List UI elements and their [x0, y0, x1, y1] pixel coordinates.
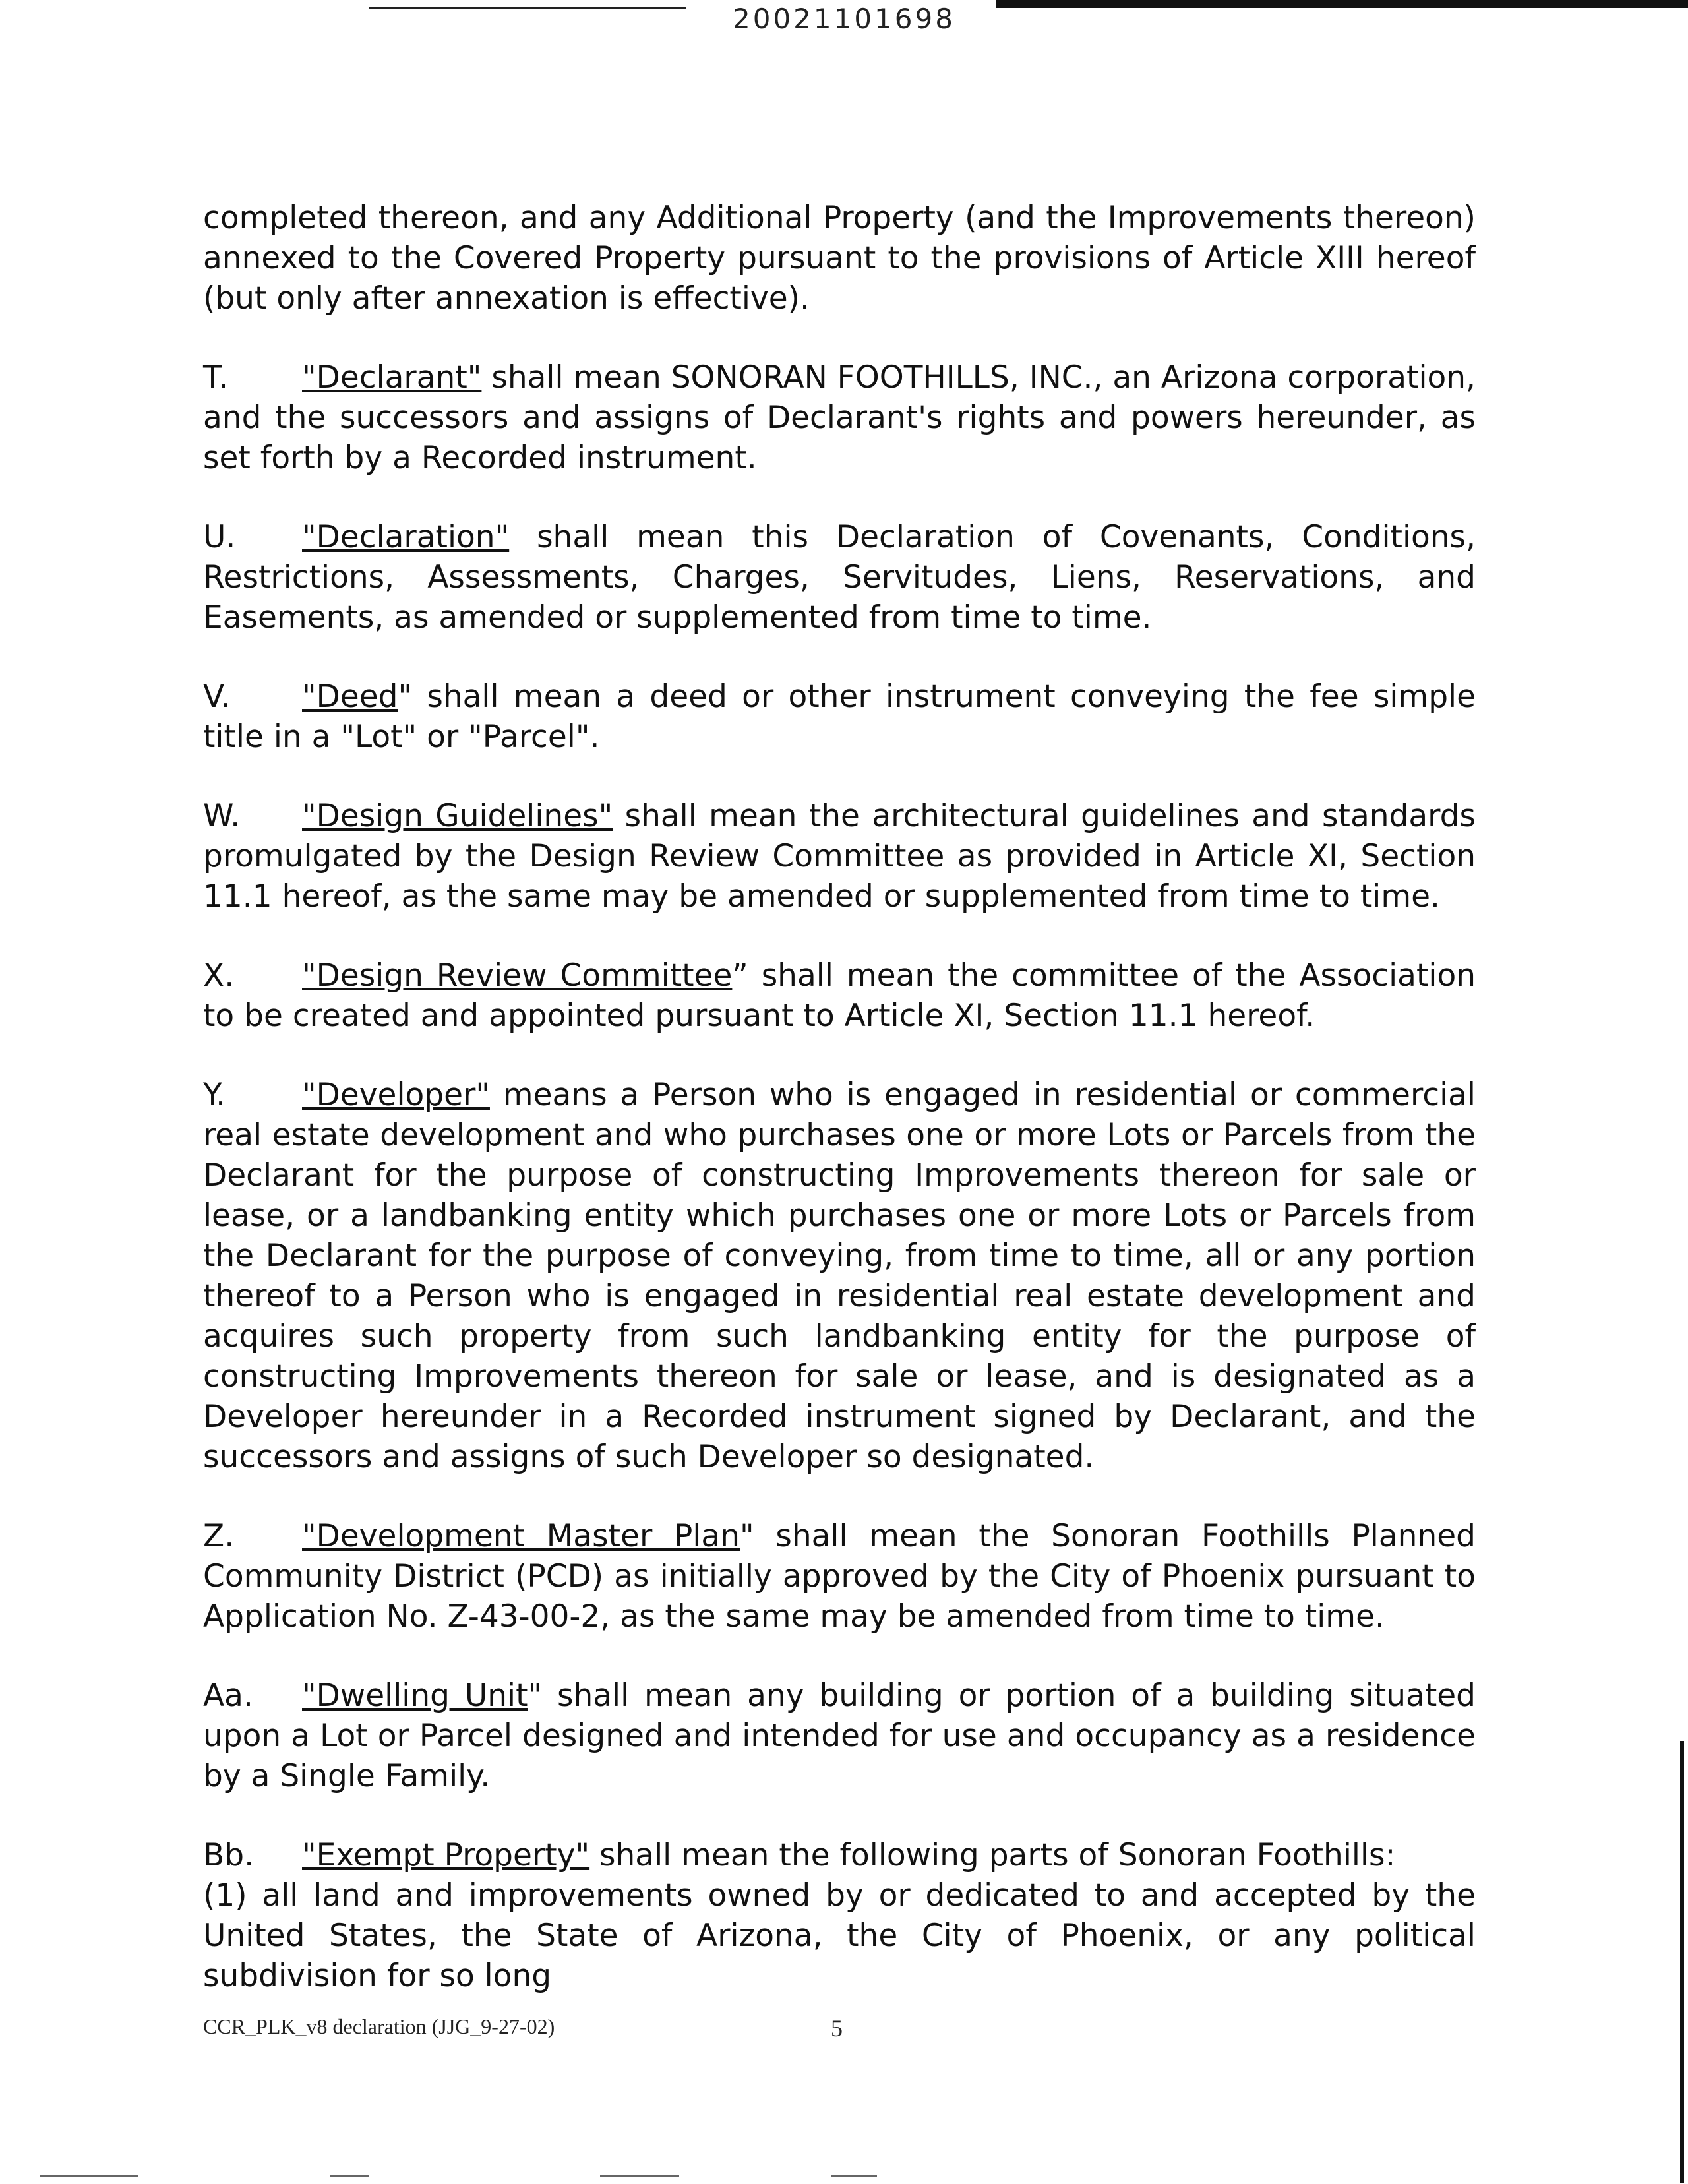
scan-artifact: [600, 2175, 679, 2177]
paragraph-text: shall mean this Declaration of Covenants, Conditions, Restrictions, Assessments, Charges, Servitudes, Liens, Reservations, and Easements, as amended or supplemented from time to time.: [203, 519, 1476, 636]
defined-term: "Development Master Plan: [302, 1518, 740, 1554]
paragraph-text: " shall mean any building or portion of a building situated upon a Lot or Parcel designed and intended for use and occupancy as a residence by a Single Family.: [203, 1678, 1476, 1794]
defined-term: "Dwelling Unit: [302, 1678, 528, 1714]
paragraph-letter: X.: [203, 957, 235, 994]
paragraph-text: ” shall mean the committee of the Association to be created and appointed pursuant to Article XI, Section 11.1 hereof.: [203, 957, 1476, 1034]
page-number: 5: [831, 2015, 843, 2042]
defined-term: "Exempt Property": [302, 1837, 590, 1873]
paragraph-t-declarant: [203, 357, 1476, 478]
paragraph-letter: V.: [203, 679, 231, 715]
paragraph-x-design-review-committee: [203, 956, 1476, 1036]
paragraph-letter: W.: [203, 798, 241, 834]
paragraph-letter: Bb.: [203, 1837, 255, 1873]
recording-number: 20021101698: [733, 3, 955, 35]
defined-term: "Design Review Committee: [302, 957, 733, 994]
paragraph-u-declaration: [203, 517, 1476, 638]
footer-document-label: CCR_PLK_v8 declaration (JJG_9-27-02): [203, 2015, 555, 2038]
paragraph-z-development-master-plan: [203, 1516, 1476, 1637]
scan-artifact: [330, 2175, 369, 2177]
paragraph-letter: Aa.: [203, 1678, 253, 1714]
right-scan-edge: [1680, 1741, 1684, 2183]
paragraph-y-developer: [203, 1075, 1476, 1477]
paragraph-letter: U.: [203, 519, 236, 555]
paragraph-text: completed thereon, and any Additional Property (and the Improvements thereon) annexed to the Covered Property pursuant to the provisions of Article XIII hereof (but only after annexation is effective).: [203, 200, 1476, 317]
paragraph-subitem: (1) all land and improvements owned by or dedicated to and accepted by the United States, the State of Arizona, the City of Phoenix, or any political subdivision for so long: [203, 1877, 1476, 1994]
paragraph-text: " shall mean the Sonoran Foothills Planned Community District (PCD) as initially approved by the City of Phoenix pursuant to Application No. Z-43-00-2, as the same may be amended from time to time.: [203, 1518, 1476, 1635]
document-body: [203, 198, 1476, 2035]
paragraph-bb-exempt-property: [203, 1835, 1476, 1996]
defined-term: "Design Guidelines": [302, 798, 613, 834]
defined-term: "Declaration": [302, 519, 510, 555]
paragraph-w-design-guidelines: [203, 796, 1476, 917]
paragraph-text: shall mean the architectural guidelines and standards promulgated by the Design Review Committee as provided in Article XI, Section 11.1 hereof, as the same may be amended or supplemented from time to time.: [203, 798, 1476, 915]
paragraph-v-deed: [203, 677, 1476, 757]
paragraph-aa-dwelling-unit: [203, 1676, 1476, 1796]
defined-term: "Deed: [302, 679, 398, 715]
scan-artifact: [831, 2175, 877, 2177]
paragraph-text: shall mean the following parts of Sonoran Foothills:: [589, 1837, 1396, 1873]
paragraph-s-continuation: [203, 198, 1476, 318]
scan-artifact: [40, 2175, 138, 2177]
paragraph-letter: T.: [203, 359, 229, 396]
defined-term: "Declarant": [302, 359, 482, 396]
paragraph-letter: Z.: [203, 1518, 235, 1554]
paragraph-text: means a Person who is engaged in residential or commercial real estate development and who purchases one or more Lots or Parcels from the Declarant for the purpose of constructing Improvements thereon for sale or lease, or a landbanking entity which purchases one or more Lots or Parcels from the Declarant for the purpose of conveying, from time to time, all or any portion thereof to a Person who is engaged in residential real estate development and acquires such property from such landbanking entity for the purpose of constructing Improvements thereon for sale or lease, and is designated as a Developer hereunder in a Recorded instrument signed by Declarant, and the successors and assigns of such Developer so designated.: [203, 1077, 1476, 1475]
paragraph-text: shall mean SONORAN FOOTHILLS, INC., an Arizona corporation, and the successors and assigns of Declarant's rights and powers hereunder, as set forth by a Recorded instrument.: [203, 359, 1476, 476]
defined-term: "Developer": [302, 1077, 490, 1113]
paragraph-letter: Y.: [203, 1077, 226, 1113]
paragraph-text: " shall mean a deed or other instrument conveying the fee simple title in a "Lot" or "Parcel".: [203, 679, 1476, 755]
